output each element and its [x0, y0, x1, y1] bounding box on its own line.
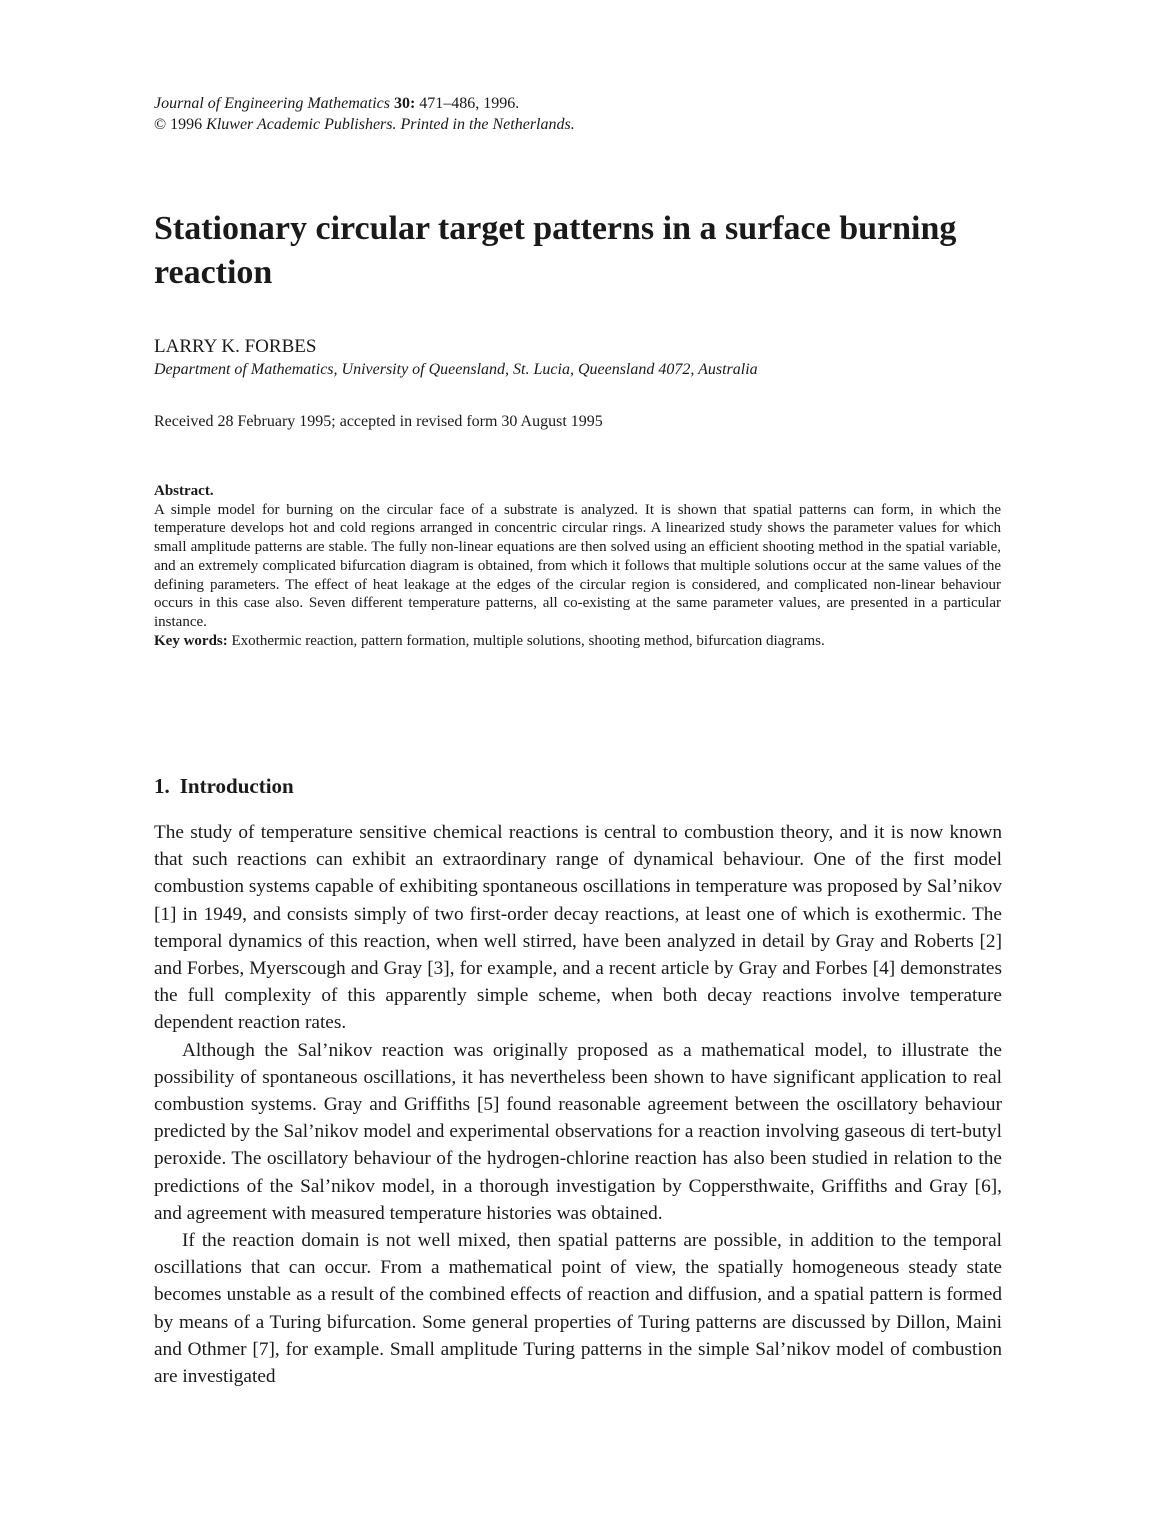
received-dates: Received 28 February 1995; accepted in revised form 30 August 1995 [154, 413, 603, 430]
copyright-icon: © [154, 116, 167, 133]
printed-note: Printed in the Netherlands. [400, 116, 575, 133]
paragraph: Although the Sal’nikov reaction was originally proposed as a mathematical model, to illustrate the possibility of spontaneous oscillations, it has nevertheless been shown to have significant application to real combustion systems. Gray and Griffiths [5] found reasonable agreement between the oscillatory behaviour predicted by the Sal’nikov model and experimental observations for a reaction involving gaseous di tert-butyl peroxide. The oscillatory behaviour of the hydrogen-chlorine reaction has also been studied in relation to the predictions of the Sal’nikov model, in a thorough investigation by Coppersthwaite, Griffiths and Gray [6], and agreement with measured temperature histories was obtained. [154, 1039, 1002, 1224]
author-affiliation: Department of Mathematics, University of Queensland, St. Lucia, Queensland 4072, Australia [154, 361, 758, 378]
journal-header [154, 93, 575, 135]
journal-volume: 30: [393, 95, 416, 112]
citation-line [154, 93, 575, 114]
section-number: 1. [154, 774, 170, 798]
abstract-block [154, 482, 1001, 650]
section-heading [154, 773, 294, 799]
abstract-text: A simple model for burning on the circular face of a substrate is analyzed. It is shown that spatial patterns can form, in which the temperature develops hot and cold regions arranged in concentric circular rings. A linearized study shows the parameter values for which small amplitude patterns are stable. The fully non-linear equations are then solved using an efficient shooting method in the spatial variable, and an extremely complicated bifurcation diagram is obtained, from which it follows that multiple solutions occur at the same values of the defining parameters. The effect of heat leakage at the edges of the circular region is considered, and complicated non-linear behaviour occurs in this case also. Seven different temperature patterns, all co-existing at the same parameter values, are presented in a particular instance. [154, 501, 1001, 630]
keywords-line [154, 632, 1001, 651]
introduction-body [154, 819, 1002, 1390]
paragraph: The study of temperature sensitive chemical reactions is central to combustion theory, and it is now known that such reactions can exhibit an extraordinary range of dynamical behaviour. One of the first model combustion systems capable of exhibiting spontaneous oscillations in temperature was proposed by Sal’nikov [1] in 1949, and consists simply of two first-order decay reactions, at least one of which is exothermic. The temporal dynamics of this reaction, when well stirred, have been analyzed in detail by Gray and Roberts [2] and Forbes, Myerscough and Gray [3], for example, and a recent article by Gray and Forbes [4] demonstrates the full complexity of this apparently simple scheme, when both decay reactions involve temperature dependent reaction rates. [154, 822, 1002, 1034]
copyright-year: 1996 [170, 116, 203, 133]
section-title-text: Introduction [179, 774, 294, 798]
author-name: LARRY K. FORBES [154, 336, 317, 357]
journal-pages-year: 471–486, 1996. [419, 95, 520, 112]
abstract-heading: Abstract. [154, 483, 214, 499]
paragraph: If the reaction domain is not well mixed, then spatial patterns are possible, in addition to the temporal oscillations that can occur. From a mathematical point of view, the spatially homogeneous steady state becomes unstable as a result of the combined effects of reaction and diffusion, and a spatial pattern is formed by means of a Turing bifurcation. Some general properties of Turing patterns are discussed by Dillon, Maini and Othmer [7], for example. Small amplitude Turing patterns in the simple Sal’nikov model of combustion are investigated [154, 1230, 1002, 1388]
journal-name: Journal of Engineering Mathematics [154, 95, 390, 112]
keywords-text: Exothermic reaction, pattern formation, multiple solutions, shooting method, bifurcation diagrams. [231, 632, 825, 649]
paper-title: Stationary circular target patterns in a surface burning reaction [154, 210, 957, 291]
keywords-label: Key words: [154, 632, 228, 649]
publisher-name: Kluwer Academic Publishers. [206, 116, 397, 133]
copyright-line [154, 114, 575, 135]
